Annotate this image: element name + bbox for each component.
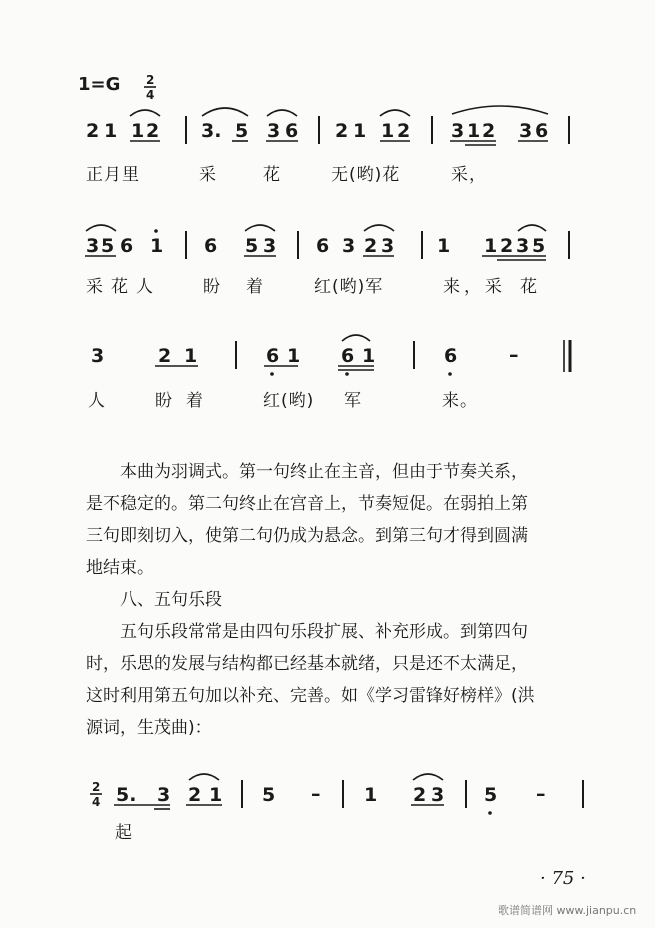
paragraph-1-line-3: 三句即刻切入，使第二句仍成为悬念。到第三句才得到圆满 xyxy=(86,526,528,546)
note: 3 xyxy=(263,235,277,257)
note: 6 xyxy=(266,345,280,367)
note: 1 xyxy=(150,235,164,257)
note: 5 xyxy=(245,235,259,257)
lyric-row-3-d: 红(哟) xyxy=(263,391,315,411)
note: 3 xyxy=(267,120,281,142)
slur xyxy=(245,225,275,231)
note: 3 xyxy=(342,235,356,257)
section-heading: 八、五句乐段 xyxy=(120,590,222,610)
lyric-row-3-e: 军 xyxy=(344,391,362,411)
note: 6 xyxy=(285,120,299,142)
example-score xyxy=(90,774,583,815)
lyric-row-1-c: 花 xyxy=(263,165,281,185)
note: 1 xyxy=(364,784,378,806)
score-row-1 xyxy=(86,106,569,145)
note: 5 xyxy=(532,235,546,257)
paragraph-2-line-1: 五句乐段常常是由四句乐段扩展、补充形成。到第四句 xyxy=(120,622,528,642)
paragraph-2-line-3: 这时利用第五句加以补充、完善。如《学习雷锋好榜样》(洪 xyxy=(86,686,535,706)
note: 2 xyxy=(188,784,202,806)
note: 3 xyxy=(86,235,100,257)
lyric-row-2-b: 盼 xyxy=(203,277,221,297)
note: 3 xyxy=(519,120,533,142)
note: 2 xyxy=(397,120,411,142)
note: 2 xyxy=(158,345,172,367)
note: 3 xyxy=(451,120,465,142)
slur xyxy=(86,225,116,231)
example-time-sig-denominator: 4 xyxy=(92,795,101,809)
note: – xyxy=(311,783,321,805)
watermark: 歌谱简谱网 www.jianpu.cn xyxy=(498,904,637,917)
octave-dot xyxy=(270,372,274,376)
note: 1 xyxy=(484,235,498,257)
paragraph-1-line-2: 是不稳定的。第二句终止在宫音上，节奏短促。在弱拍上第 xyxy=(86,494,528,514)
slur xyxy=(267,110,297,116)
paragraph-1-line-4: 地结束。 xyxy=(86,558,154,578)
note: 1 xyxy=(184,345,198,367)
note: 3 xyxy=(516,235,530,257)
slur xyxy=(452,106,548,114)
key-signature: 1=G xyxy=(78,74,121,95)
lyric-row-2-e: 来，采 xyxy=(443,277,506,297)
note: 3 xyxy=(381,235,395,257)
note: 2 xyxy=(500,235,514,257)
note: 2 xyxy=(146,120,160,142)
paragraph-2-line-4: 源词，生茂曲)： xyxy=(86,718,212,738)
lyric-row-2-c: 着 xyxy=(246,277,264,297)
time-sig-numerator: 2 xyxy=(146,73,155,87)
note: – xyxy=(509,344,519,366)
slur xyxy=(518,225,546,231)
note: 3 xyxy=(157,784,171,806)
note: 2 xyxy=(335,120,349,142)
paragraph-2-line-2: 时，乐思的发展与结构都已经基本就绪，只是还不太满足， xyxy=(86,654,528,674)
note: 1 xyxy=(381,120,395,142)
note: 6 xyxy=(204,235,218,257)
octave-dot xyxy=(448,372,452,376)
note: 6 xyxy=(120,235,134,257)
note: 3. xyxy=(201,120,222,142)
time-sig-denominator: 4 xyxy=(146,88,155,102)
note: 5 xyxy=(262,784,276,806)
note: 5. xyxy=(116,784,137,806)
note: 1 xyxy=(467,120,481,142)
lyric-row-3-b: 盼 xyxy=(155,391,173,411)
slur xyxy=(364,225,394,231)
slur xyxy=(202,108,248,116)
lyric-row-1-a: 正月里 xyxy=(86,165,140,185)
slur xyxy=(380,110,410,116)
slur xyxy=(130,110,160,116)
note: 2 xyxy=(86,120,100,142)
note: 1 xyxy=(209,784,223,806)
note: 1 xyxy=(104,120,118,142)
note: 2 xyxy=(482,120,496,142)
lyric-row-2-a: 采花人 xyxy=(86,277,161,297)
note: 3 xyxy=(431,784,445,806)
lyric-row-3-c: 着 xyxy=(186,391,204,411)
octave-dot xyxy=(345,372,349,376)
note: 2 xyxy=(413,784,427,806)
note: 1 xyxy=(287,345,301,367)
note: 1 xyxy=(437,235,451,257)
note: 6 xyxy=(316,235,330,257)
score-row-2 xyxy=(85,225,569,260)
octave-dot xyxy=(154,229,158,233)
note: 1 xyxy=(362,345,376,367)
slur xyxy=(413,774,443,780)
note: 5 xyxy=(101,235,115,257)
page-number: · 75 · xyxy=(540,868,586,889)
slur xyxy=(189,774,219,780)
slur xyxy=(342,335,370,341)
note: 3 xyxy=(91,345,105,367)
note: 1 xyxy=(353,120,367,142)
paragraph-1-line-1: 本曲为羽调式。第一句终止在主音，但由于节奏关系， xyxy=(120,462,528,482)
note: 5 xyxy=(235,120,249,142)
note: 6 xyxy=(444,345,458,367)
score-row-3 xyxy=(91,335,570,376)
note: 6 xyxy=(341,345,355,367)
lyric-row-3-a: 人 xyxy=(88,391,106,411)
note: 1 xyxy=(131,120,145,142)
lyric-row-2-d: 红(哟)军 xyxy=(314,277,384,297)
lyric-row-3-f: 来。 xyxy=(442,391,478,411)
note: 5 xyxy=(484,784,498,806)
note: 2 xyxy=(364,235,378,257)
example-time-sig-numerator: 2 xyxy=(92,780,101,794)
lyric-row-1-e: 采， xyxy=(451,165,487,185)
lyric-row-1-b: 采 xyxy=(199,165,217,185)
note: – xyxy=(536,783,546,805)
lyric-row-1-d: 无(哟)花 xyxy=(331,165,401,185)
note: 6 xyxy=(535,120,549,142)
lyric-row-2-f: 花 xyxy=(520,277,538,297)
example-lyric: 起 xyxy=(115,823,133,843)
octave-dot xyxy=(488,811,492,815)
